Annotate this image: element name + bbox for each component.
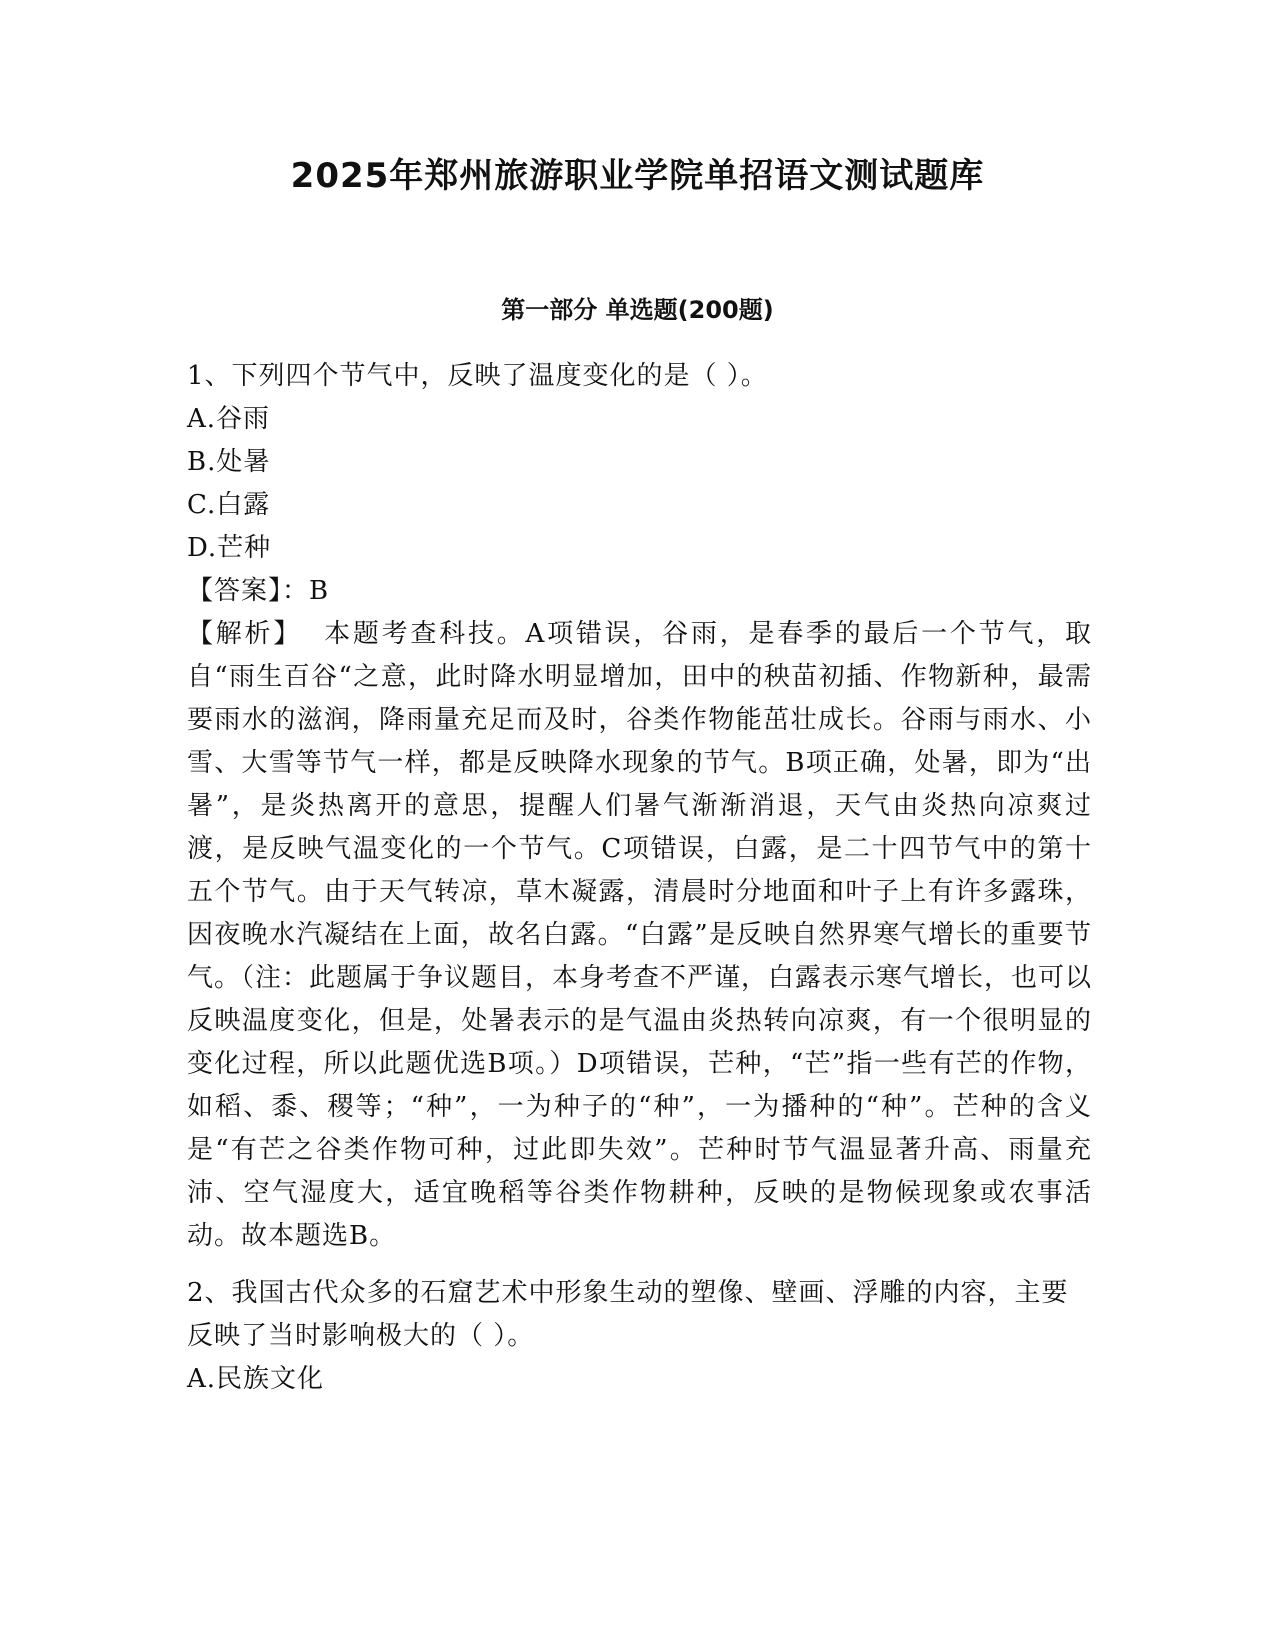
section-heading: 第一部分 单选题(200题) [501,296,774,324]
question-list [187,355,1092,1409]
option-c: C.白露 [187,490,271,520]
option-a: A.民族文化 [187,1364,325,1394]
question-stem: 1、下列四个节气中，反映了温度变化的是（ ）。 [187,361,768,391]
option-d: D.芒种 [187,533,272,563]
analysis-paragraph [187,613,1092,1258]
document-title: 2025年郑州旅游职业学院单招语文测试题库 [290,156,985,196]
option-b: B.处暑 [187,447,271,477]
analysis-text: 本题考查科技。A项错误，谷雨，是春季的最后一个节气，取自“雨生百谷“之意，此时降水明显增加，田中的秧苗初插、作物新种，最需要雨水的滋润，降雨量充足而及时，谷类作物能茁壮成长。谷雨与雨水、小雪、大雪等节气一样，都是反映降水现象的节气。B项正确，处暑，即为“出暑”，是炎热离开的意思，提醒人们暑气渐渐消退，天气由炎热向凉爽过渡，是反映气温变化的一个节气。C项错误，白露，是二十四节气中的第十五个节气。由于天气转凉，草木凝露，清晨时分地面和叶子上有许多露珠，因夜晚水汽凝结在上面，故名白露。“白露”是反映自然界寒气增长的重要节气。（注：此题属于争议题目，本身考查不严谨，白露表示寒气增长，也可以反映温度变化，但是，处暑表示的是气温由炎热转向凉爽，有一个很明显的变化过程，所以此题优选B项。）D项错误，芒种，“芒”指一些有芒的作物，如稻、黍、稷等；“种”，一为种子的“种”，一为播种的“种”。芒种的含义是“有芒之谷类作物可种，过此即失效”。芒种时节气温显著升高、雨量充沛、空气湿度大，适宜晚稻等谷类作物耕种，反映的是物候现象或农事活动。故本题选B。 [187,619,1093,1251]
question-1 [187,355,1092,1258]
question-stem: 2、我国古代众多的石窟艺术中形象生动的塑像、壁画、浮雕的内容，主要反映了当时影响极大的（ ）。 [187,1278,1069,1351]
answer-label: 【答案】： [187,576,310,606]
answer-line [187,570,1092,613]
question-2 [187,1272,1092,1401]
option-a: A.谷雨 [187,404,271,434]
answer-value: B [309,576,330,606]
analysis-label: 【解析】 [187,619,303,649]
